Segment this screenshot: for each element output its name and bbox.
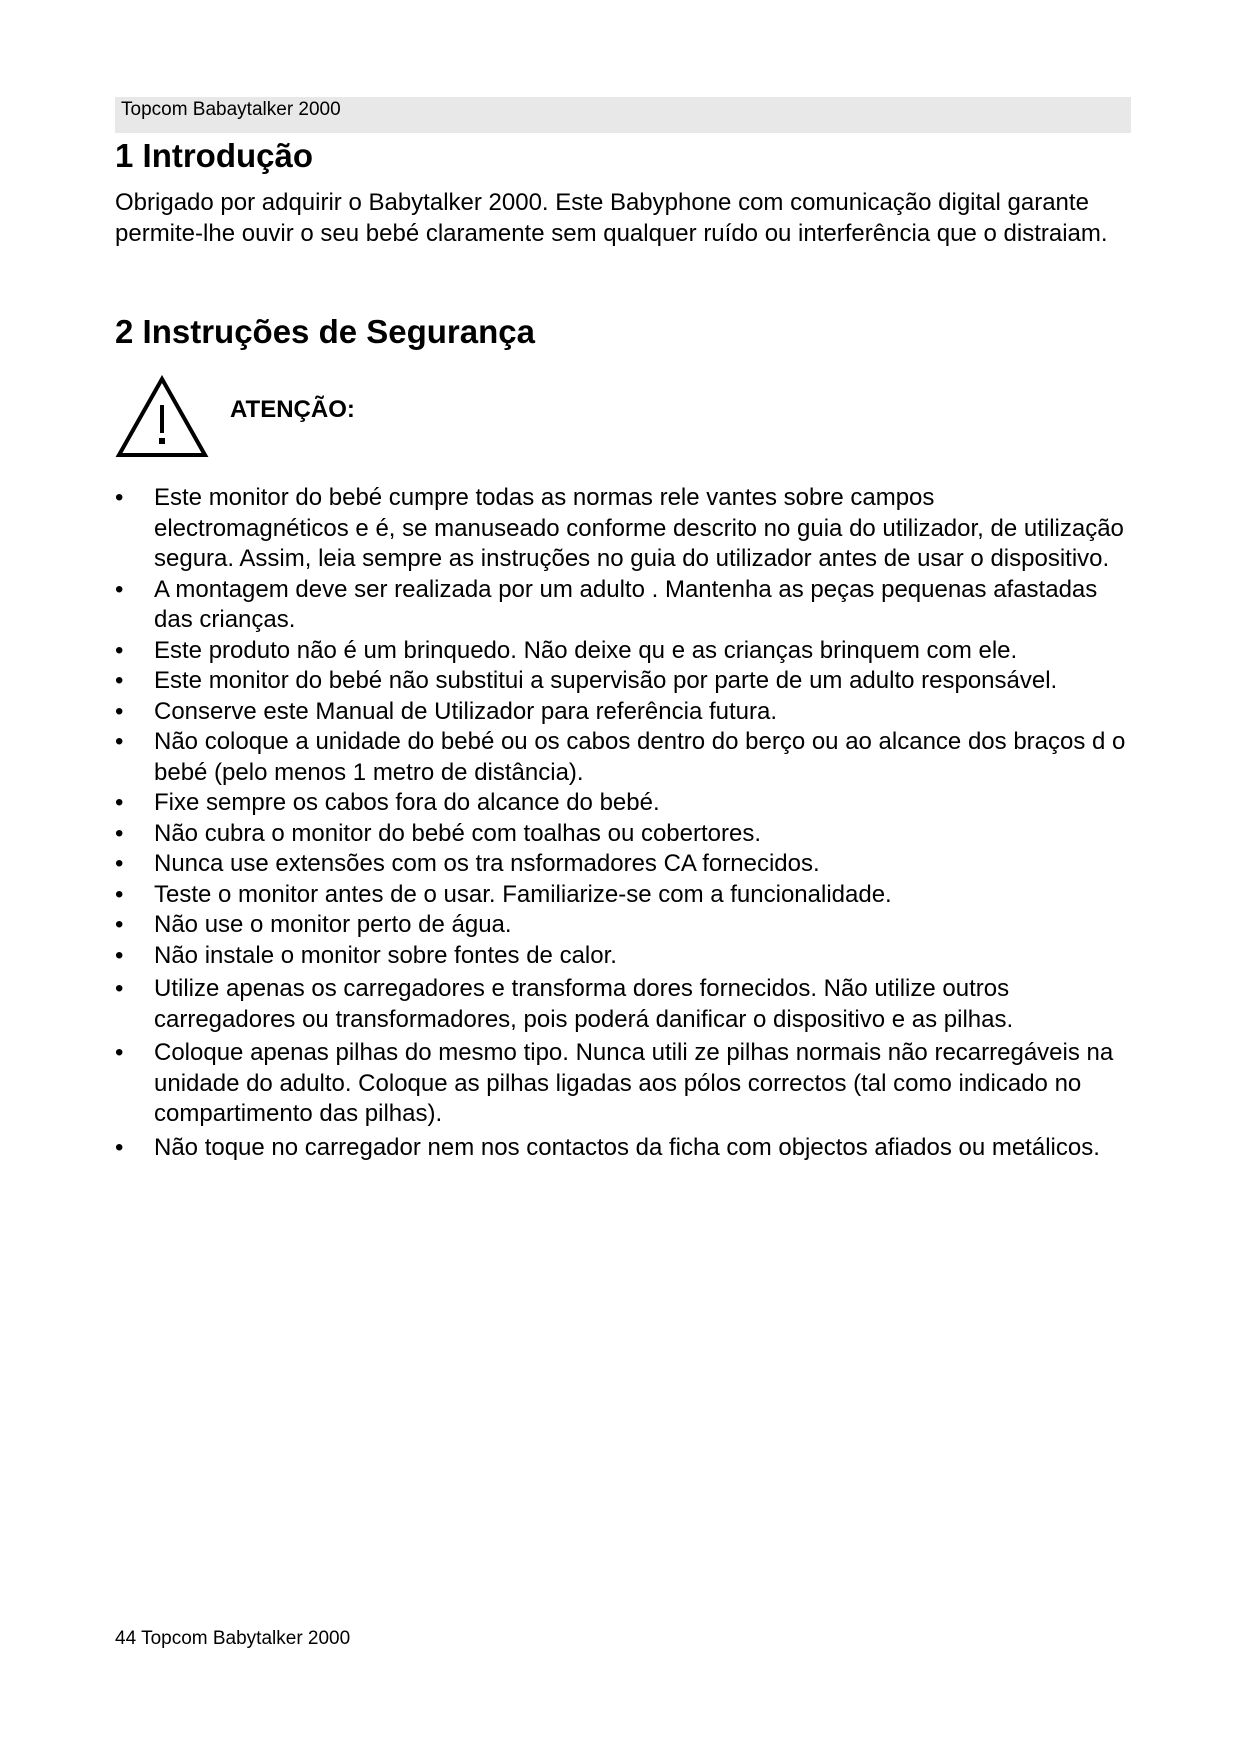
list-item: • Não instale o monitor sobre fontes de calor. <box>115 941 1135 972</box>
list-item: • Utilize apenas os carregadores e transforma dores fornecidos. Não utilize outros carregadores ou transformadores, pois poderá danificar o dispositivo e as pilhas. <box>115 974 1135 1035</box>
list-item: • Não use o monitor perto de água. <box>115 910 1135 941</box>
section-heading-introduction: 1 Introdução <box>115 137 314 174</box>
running-header <box>115 97 1131 133</box>
warning-callout <box>115 375 1015 465</box>
warning-triangle-icon <box>115 375 209 459</box>
running-header-title: Topcom Babaytalker 2000 <box>121 99 341 120</box>
list-item: • Conserve este Manual de Utilizador para referência futura. <box>115 697 1135 728</box>
list-item: • Teste o monitor antes de o usar. Familiarize-se com a funcionalidade. <box>115 880 1135 911</box>
list-item: • Não toque no carregador nem nos contactos da ficha com objectos afiados ou metálicos. <box>115 1133 1135 1164</box>
page-footer <box>115 1627 350 1651</box>
list-item: • Não coloque a unidade do bebé ou os cabos dentro do berço ou ao alcance dos braços d o bebé (pelo menos 1 metro de distância). <box>115 727 1135 788</box>
list-item: • Nunca use extensões com os tra nsformadores CA fornecidos. <box>115 849 1135 880</box>
safety-instructions-list <box>115 483 1135 1163</box>
footer-page-label: 44 Topcom Babytalker 2000 <box>115 1628 351 1649</box>
list-item: • Não cubra o monitor do bebé com toalhas ou cobertores. <box>115 819 1135 850</box>
warning-label: ATENÇÃO: <box>230 396 355 423</box>
list-item: • Fixe sempre os cabos fora do alcance do bebé. <box>115 788 1135 819</box>
list-item: • Este monitor do bebé não substitui a supervisão por parte de um adulto responsável. <box>115 666 1135 697</box>
section-heading-safety: 2 Instruções de Segurança <box>115 313 535 350</box>
list-item: • A montagem deve ser realizada por um adulto . Mantenha as peças pequenas afastadas das crianças. <box>115 575 1135 636</box>
list-item: • Este produto não é um brinquedo. Não deixe qu e as crianças brinquem com ele. <box>115 636 1135 667</box>
list-item: • Coloque apenas pilhas do mesmo tipo. Nunca utili ze pilhas normais não recarregáveis na unidade do adulto. Coloque as pilhas ligadas aos pólos correctos (tal como indicado no compartimento das pilhas). <box>115 1038 1135 1130</box>
list-item: • Este monitor do bebé cumpre todas as normas rele vantes sobre campos electromagnéticos e é, se manuseado conforme descrito no guia do utilizador, de utilização segura. Assim, leia sempre as instruções no guia do utilizador antes de usar o dispositivo. <box>115 483 1135 575</box>
introduction-paragraph: Obrigado por adquirir o Babytalker 2000. Este Babyphone com comunicação digital garante permite-lhe ouvir o seu bebé claramente sem qualquer ruído ou interferência que o distraiam. <box>115 189 1108 247</box>
